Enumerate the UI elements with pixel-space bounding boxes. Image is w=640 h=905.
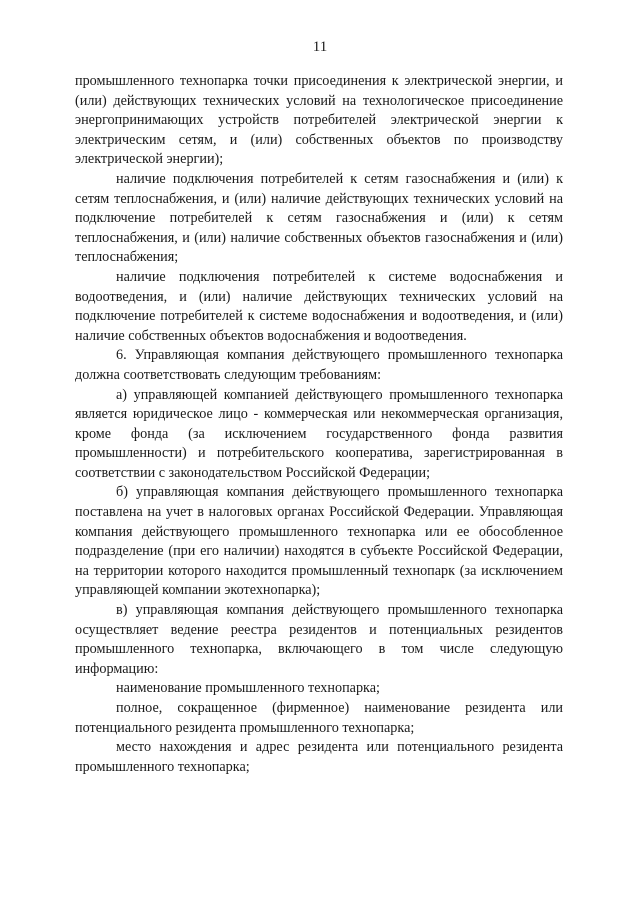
- paragraph-1: промышленного технопарка точки присоединения к электрической энергии, и (или) действующих технических условий на технологическое присоединение энергопринимающих устройств потребителей электрической энергии к электрическим сетям, и (или) собственных объектов по производству электрической энергии);: [75, 73, 563, 168]
- paragraph-8: наименование промышленного технопарка;: [116, 680, 380, 697]
- paragraph-4: 6. Управляющая компания действующего промышленного технопарка должна соответствовать следующим требованиям:: [75, 347, 563, 383]
- paragraph-9: полное, сокращенное (фирменное) наименование резидента или потенциального резидента промышленного технопарка;: [75, 700, 563, 736]
- document-body: [75, 72, 563, 777]
- paragraph-2: наличие подключения потребителей к сетям газоснабжения и (или) к сетям теплоснабжения, и (или) наличие действующих технических условий на подключение потребителей к сетям газоснабжения и (или) к сетям теплоснабжения, и (или) наличие собственных объектов газоснабжения и (или) теплоснабжения;: [75, 170, 563, 266]
- paragraph-6: б) управляющая компания действующего промышленного технопарка поставлена на учет в налоговых органах Российской Федерации. Управляющая компания действующего промышленного технопарка или ее обособленное подразделение (при его наличии) находятся в субъекте Российской Федерации, на территории которого находится промышленный технопарк (за исключением управляющей компании экотехнопарка);: [75, 484, 563, 599]
- paragraph-5: а) управляющей компанией действующего промышленного технопарка является юридическое лицо - коммерческая или некоммерческая организация, кроме фонда (за исключением государственного фонда развития промышленности) и потребительского кооператива, зарегистрированная в соответствии с законодательством Российской Федерации;: [75, 386, 563, 481]
- paragraph-3: наличие подключения потребителей к системе водоснабжения и водоотведения, и (или) наличие действующих технических условий на подключение потребителей к системе водоснабжения и водоотведения, и (или) наличие собственных объектов водоснабжения и водоотведения.: [75, 268, 563, 344]
- page-number: 11: [312, 39, 328, 55]
- paragraph-10: место нахождения и адрес резидента или потенциального резидента промышленного технопарка;: [75, 739, 563, 775]
- paragraph-7: в) управляющая компания действующего промышленного технопарка осуществляет ведение реестра резидентов и потенциальных резидентов промышленного технопарка, включающего в том числе следующую информацию:: [75, 602, 563, 677]
